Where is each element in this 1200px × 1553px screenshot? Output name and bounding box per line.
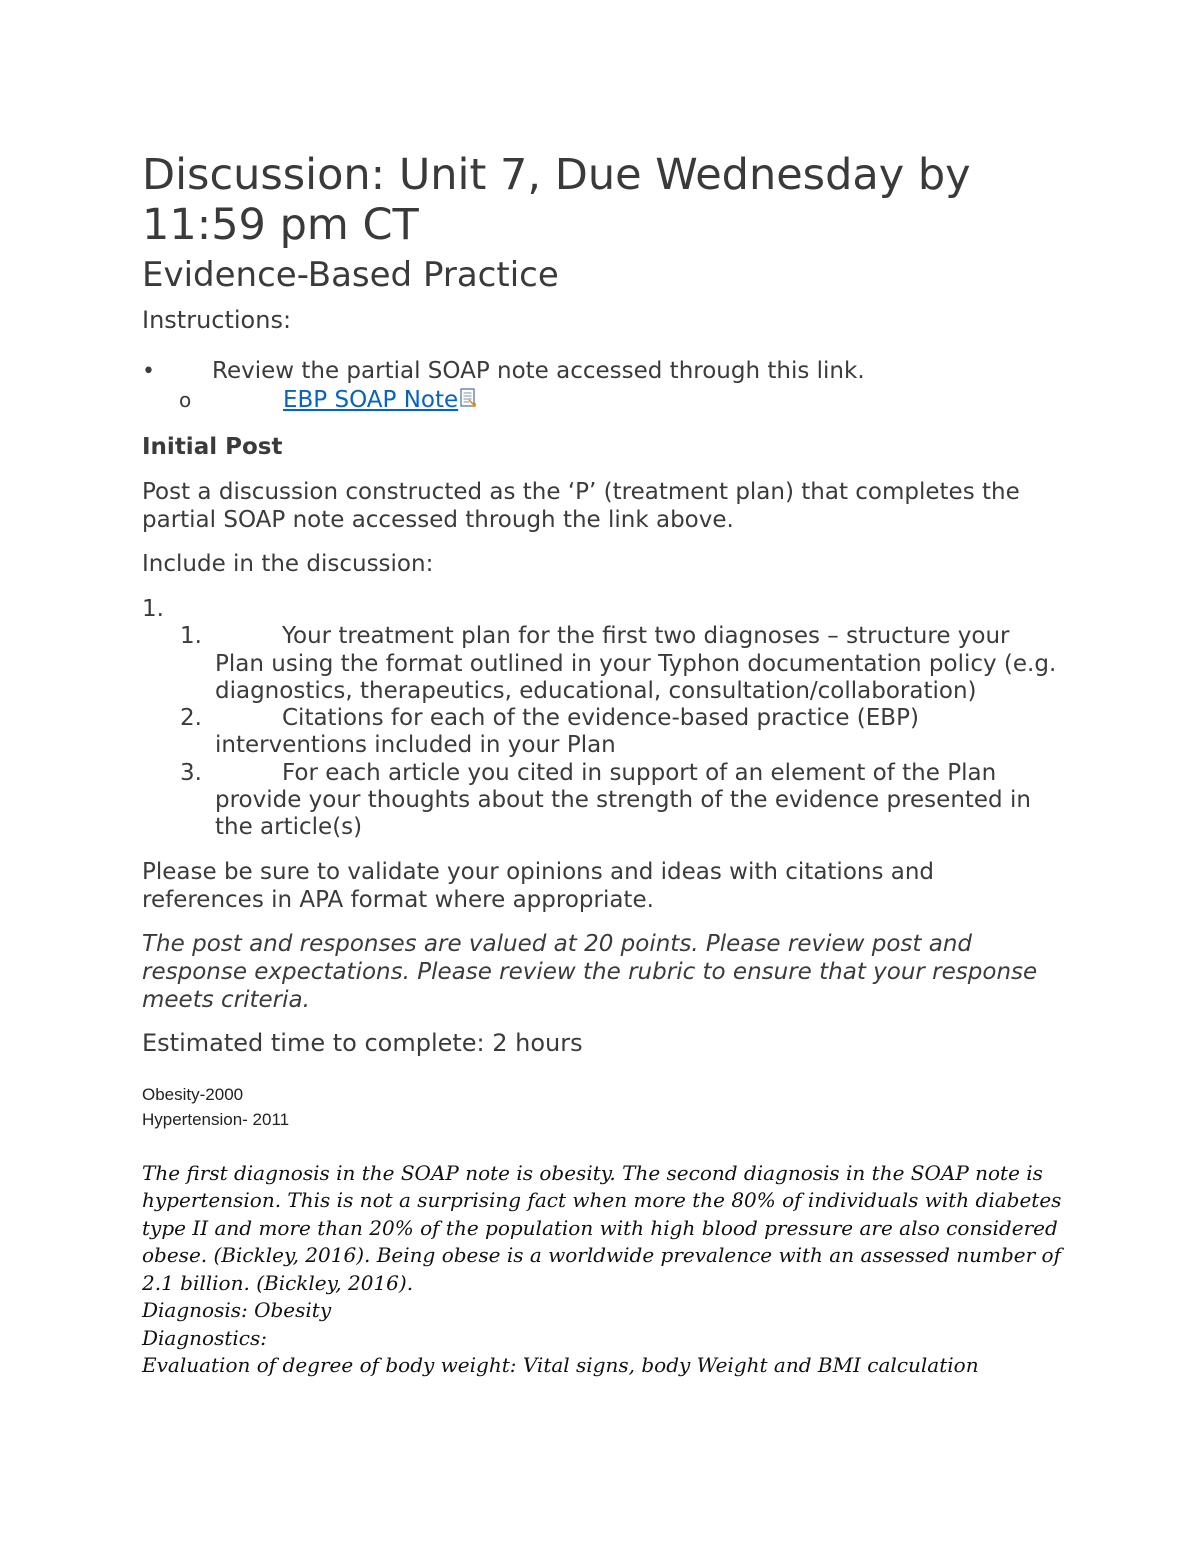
note-hypertension: Hypertension- 2011 bbox=[142, 1109, 290, 1129]
diagnosis-line: Diagnosis: Obesity bbox=[142, 1298, 332, 1323]
bullet-item-link bbox=[142, 386, 1062, 415]
estimated-time: Estimated time to complete: 2 hours bbox=[142, 1028, 583, 1057]
list-item-text: For each article you cited in support of an element of the Plan provide your thoughts about the strength of the evidence presented in the article(s) bbox=[215, 759, 1031, 841]
ebp-soap-note-link[interactable]: EBP SOAP Note bbox=[283, 387, 459, 413]
document-icon[interactable] bbox=[460, 387, 476, 407]
outer-list-number: 1. bbox=[142, 596, 164, 622]
list-item-text: Your treatment plan for the first two diagnoses – structure your Plan using the format outlined in your Typhon documentation policy (e.g. diagnostics, therapeutics, educational, consultation/collaboration) bbox=[215, 623, 1057, 704]
post-paragraph: Post a discussion constructed as the ‘P’ (treatment plan) that completes the partial SOAP note accessed through the link above. bbox=[142, 479, 1020, 533]
discussion-items-list bbox=[142, 596, 1062, 842]
soap-body-text bbox=[142, 1160, 1072, 1380]
diagnostics-line: Diagnostics: bbox=[142, 1325, 267, 1350]
instructions-bullet-list bbox=[142, 357, 1062, 415]
bullet-marker: • bbox=[142, 359, 155, 384]
list-item bbox=[142, 623, 1062, 705]
note-obesity: Obesity-2000 bbox=[142, 1084, 244, 1104]
points-paragraph: The post and responses are valued at 20 points. Please review post and response expectations. Please review the rubric to ensure that your response meets criteria. bbox=[142, 930, 1038, 1013]
evaluation-line: Evaluation of degree of body weight: Vital signs, body Weight and BMI calculation bbox=[142, 1353, 979, 1378]
body-paragraph: The first diagnosis in the SOAP note is obesity. The second diagnosis in the SOAP note is hypertension. This is not a surprising fact when more the 80% of individuals with diabetes type II and more than 20% of the population with high blood pressure are also considered obese. (Bickley, 2016). Being obese is a worldwide prevalence with an assessed number of 2.1 billion. (Bickley, 2016). bbox=[142, 1160, 1062, 1295]
document-page bbox=[142, 150, 1062, 1380]
page-subtitle: Evidence-Based Practice bbox=[142, 255, 559, 295]
outer-list-item bbox=[142, 596, 1062, 623]
list-item-number: 3. bbox=[180, 759, 202, 786]
bullet-item-text: Review the partial SOAP note accessed through this link. bbox=[212, 358, 865, 384]
list-item-number: 1. bbox=[180, 623, 202, 650]
include-label: Include in the discussion: bbox=[142, 551, 434, 577]
page-title: Discussion: Unit 7, Due Wednesday by 11:59 pm CT bbox=[142, 150, 971, 250]
initial-post-heading: Initial Post bbox=[142, 434, 283, 460]
validate-paragraph: Please be sure to validate your opinions and ideas with citations and references in APA format where appropriate. bbox=[142, 858, 935, 913]
bullet-item-review bbox=[142, 357, 1062, 386]
list-item bbox=[142, 705, 1062, 760]
notes-block bbox=[142, 1082, 1062, 1132]
sub-bullet-marker: o bbox=[179, 388, 192, 412]
list-item-text: Citations for each of the evidence-based practice (EBP) interventions included in your Plan bbox=[215, 705, 919, 759]
instructions-label: Instructions: bbox=[142, 306, 292, 334]
list-item-number: 2. bbox=[180, 705, 202, 732]
list-item bbox=[142, 760, 1062, 842]
